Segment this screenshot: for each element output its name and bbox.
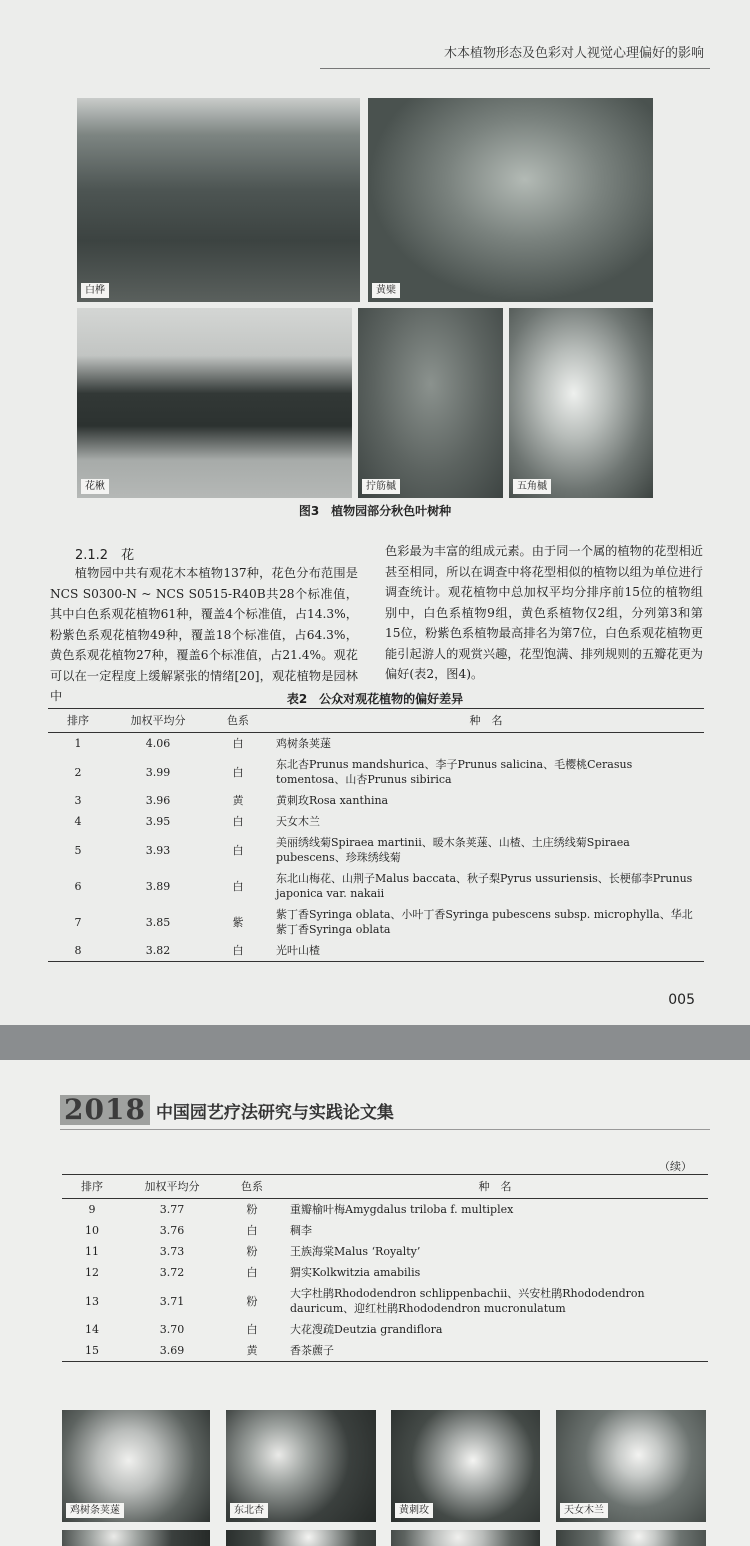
cell-rank: 3 <box>74 794 82 807</box>
table-row <box>48 790 704 811</box>
photo-baihua <box>77 98 360 302</box>
cell-rank: 11 <box>85 1245 99 1258</box>
photo-tiannvmulan <box>556 1410 706 1522</box>
cell-color: 紫 <box>232 915 244 929</box>
cell-species: 香茶藨子 <box>282 1340 708 1362</box>
cell-color: 白 <box>246 1224 258 1237</box>
cell-color: 白 <box>232 815 244 828</box>
cell-species: 黄刺玫Rosa xanthina <box>276 794 389 807</box>
table-row <box>62 1241 708 1262</box>
cell-rank: 1 <box>74 737 82 750</box>
photo-row-next <box>556 1530 706 1546</box>
running-header: 木本植物形态及色彩对人视觉心理偏好的影响 <box>443 46 704 61</box>
cell-score: 3.96 <box>145 794 171 807</box>
photo-label: 黄刺玫 <box>395 1503 433 1518</box>
cell-score: 3.93 <box>145 843 171 857</box>
photo-label: 拧筋槭 <box>362 479 400 494</box>
cell-rank: 5 <box>74 843 82 857</box>
cell-species: 猬实Kolkwitzia amabilis <box>290 1266 421 1279</box>
cell-rank: 14 <box>85 1323 99 1336</box>
cell-rank: 2 <box>74 765 82 779</box>
cell-color: 黄 <box>232 794 244 807</box>
col-header-color: 色系 <box>208 709 268 733</box>
col-header-rank: 排序 <box>48 709 108 733</box>
cell-score: 3.69 <box>122 1340 222 1362</box>
table-row <box>48 904 704 940</box>
cell-rank: 7 <box>74 915 82 929</box>
cell-rank: 13 <box>85 1294 99 1308</box>
cell-species: 美丽绣线菊Spiraea martinii、暖木条荚蒾、山楂、土庄绣线菊Spiraea pubescens、珍珠绣线菊 <box>276 836 630 864</box>
photo-huaqiu <box>77 308 352 498</box>
cell-rank: 12 <box>85 1266 99 1279</box>
photo-wujiaoqi <box>509 308 653 498</box>
cell-color: 白 <box>232 879 244 893</box>
cell-color: 白 <box>232 843 244 857</box>
cell-rank: 10 <box>85 1224 99 1237</box>
photo-label: 白桦 <box>81 283 109 298</box>
cell-color: 白 <box>232 765 244 779</box>
table-preference-continued <box>62 1174 708 1362</box>
cell-score: 3.71 <box>159 1294 185 1308</box>
photo-label: 花楸 <box>81 479 109 494</box>
page-number: 005 <box>668 992 695 1008</box>
photo-row-next <box>62 1530 210 1546</box>
cell-score: 3.76 <box>159 1224 185 1237</box>
photo-row-next <box>391 1530 540 1546</box>
col-header-species: 种 名 <box>268 709 704 733</box>
table-row <box>62 1262 708 1283</box>
photo-label: 黄檗 <box>372 283 400 298</box>
header-rule <box>60 1129 710 1130</box>
photo-jishutiao <box>62 1410 210 1522</box>
cell-species: 大字杜鹃Rhododendron schlippenbachii、兴安杜鹃Rhododendron dauricum、迎红杜鹃Rhododendron mucronulatum <box>290 1287 645 1315</box>
col-header-species: 种 名 <box>282 1175 708 1199</box>
table-row <box>48 733 704 755</box>
photo-ningjinqi <box>358 308 503 498</box>
book-year: 2018 <box>60 1095 150 1125</box>
section-heading: 2.1.2 花 <box>75 548 135 563</box>
photo-row-next <box>226 1530 376 1546</box>
table-row <box>48 868 704 904</box>
cell-color: 粉 <box>246 1203 258 1216</box>
cell-rank: 8 <box>48 940 108 962</box>
cell-score: 3.72 <box>159 1266 185 1279</box>
cell-species: 光叶山楂 <box>268 940 704 962</box>
photo-label: 五角槭 <box>513 479 551 494</box>
table-title: 表2 公众对观花植物的偏好差异 <box>286 692 464 706</box>
cell-rank: 6 <box>74 879 82 893</box>
cell-color: 粉 <box>246 1294 258 1308</box>
cell-color: 粉 <box>246 1245 258 1258</box>
cell-score: 3.77 <box>159 1203 185 1216</box>
cell-rank: 9 <box>88 1203 96 1216</box>
cell-score: 3.70 <box>159 1323 185 1336</box>
table-row <box>62 1283 708 1319</box>
table-row <box>62 1340 708 1362</box>
col-header-rank: 排序 <box>62 1175 122 1199</box>
cell-color: 黄 <box>222 1340 282 1362</box>
table-row <box>62 1199 708 1221</box>
cell-species: 王族海棠Malus ‘Royalty’ <box>290 1245 421 1258</box>
cell-species: 鸡树条荚蒾 <box>276 737 331 750</box>
table-header-row <box>62 1175 708 1199</box>
photo-label: 东北杏 <box>230 1503 268 1518</box>
cell-color: 白 <box>208 940 268 962</box>
cell-color: 白 <box>246 1266 258 1279</box>
header-rule <box>320 68 710 69</box>
cell-score: 4.06 <box>145 737 171 750</box>
table-preference <box>48 708 704 962</box>
col-header-score: 加权平均分 <box>108 709 208 733</box>
table-row <box>48 832 704 868</box>
cell-species: 紫丁香Syringa oblata、小叶丁香Syringa pubescens subsp. microphylla、华北紫丁香Syringa oblata <box>276 908 693 936</box>
cell-rank: 15 <box>62 1340 122 1362</box>
table-row <box>48 811 704 832</box>
figure-caption: 图3 植物园部分秋色叶树种 <box>298 504 452 518</box>
cell-species: 东北杏Prunus mandshurica、李子Prunus salicina、毛樱桃Cerasus tomentosa、山杏Prunus sibirica <box>276 758 633 786</box>
photo-huangbo <box>368 98 653 302</box>
cell-score: 3.85 <box>145 915 171 929</box>
cell-score: 3.95 <box>145 815 171 828</box>
cell-score: 3.82 <box>108 940 208 962</box>
body-text-left: 植物园中共有观花木本植物137种，花色分布范围是NCS S0300-N ~ NCS S0515-R40B共28个标准值，其中白色系观花植物61种，覆盖4个标准值，占14.3%，粉紫色系观花植物49种，覆盖18个标准值，占64.3%，黄色系观花植物27种，覆盖6个标准值，占21.4%。观花可以在一定程度上缓解紧张的情绪[20]，观花植物是园林中 <box>50 566 358 703</box>
body-text-right: 色彩最为丰富的组成元素。由于同一个属的植物的花型相近甚至相同，所以在调查中将花型相似的植物以组为单位进行调查统计。观花植物中总加权平均分排序前15位的植物组别中，白色系植物9组，黄色系植物仅2组，分列第3和第15位，粉紫色系植物最高排名为第7位，白色系观花植物更能引起游人的观赏兴趣，花型饱满、排列规则的五瓣花更为偏好(表2，图4)。 <box>385 544 703 681</box>
cell-score: 3.89 <box>145 879 171 893</box>
cell-score: 3.99 <box>145 765 171 779</box>
photo-dongbeixing <box>226 1410 376 1522</box>
table-row <box>62 1319 708 1340</box>
photo-huangcimei <box>391 1410 540 1522</box>
table-header-row <box>48 709 704 733</box>
cell-score: 3.73 <box>159 1245 185 1258</box>
table-row <box>48 754 704 790</box>
photo-label: 天女木兰 <box>560 1503 608 1518</box>
cell-species: 东北山梅花、山荆子Malus baccata、秋子梨Pyrus ussuriensis、长梗郁李Prunus japonica var. nakaii <box>276 872 693 900</box>
book-title: 中国园艺疗法研究与实践论文集 <box>155 1102 394 1123</box>
cell-color: 白 <box>232 737 244 750</box>
table-row <box>48 940 704 962</box>
cell-species: 重瓣榆叶梅Amygdalus triloba f. multiplex <box>290 1203 514 1216</box>
cell-color: 白 <box>246 1323 258 1336</box>
col-header-score: 加权平均分 <box>122 1175 222 1199</box>
cell-rank: 4 <box>74 815 82 828</box>
cell-species: 天女木兰 <box>276 815 320 828</box>
table-row <box>62 1220 708 1241</box>
col-header-color: 色系 <box>222 1175 282 1199</box>
cell-species: 稠李 <box>290 1224 312 1237</box>
continued-label: （续） <box>659 1160 692 1173</box>
book-header <box>60 1095 394 1125</box>
photo-label: 鸡树条荚蒾 <box>66 1503 124 1518</box>
cell-species: 大花溲疏Deutzia grandiflora <box>290 1323 443 1336</box>
